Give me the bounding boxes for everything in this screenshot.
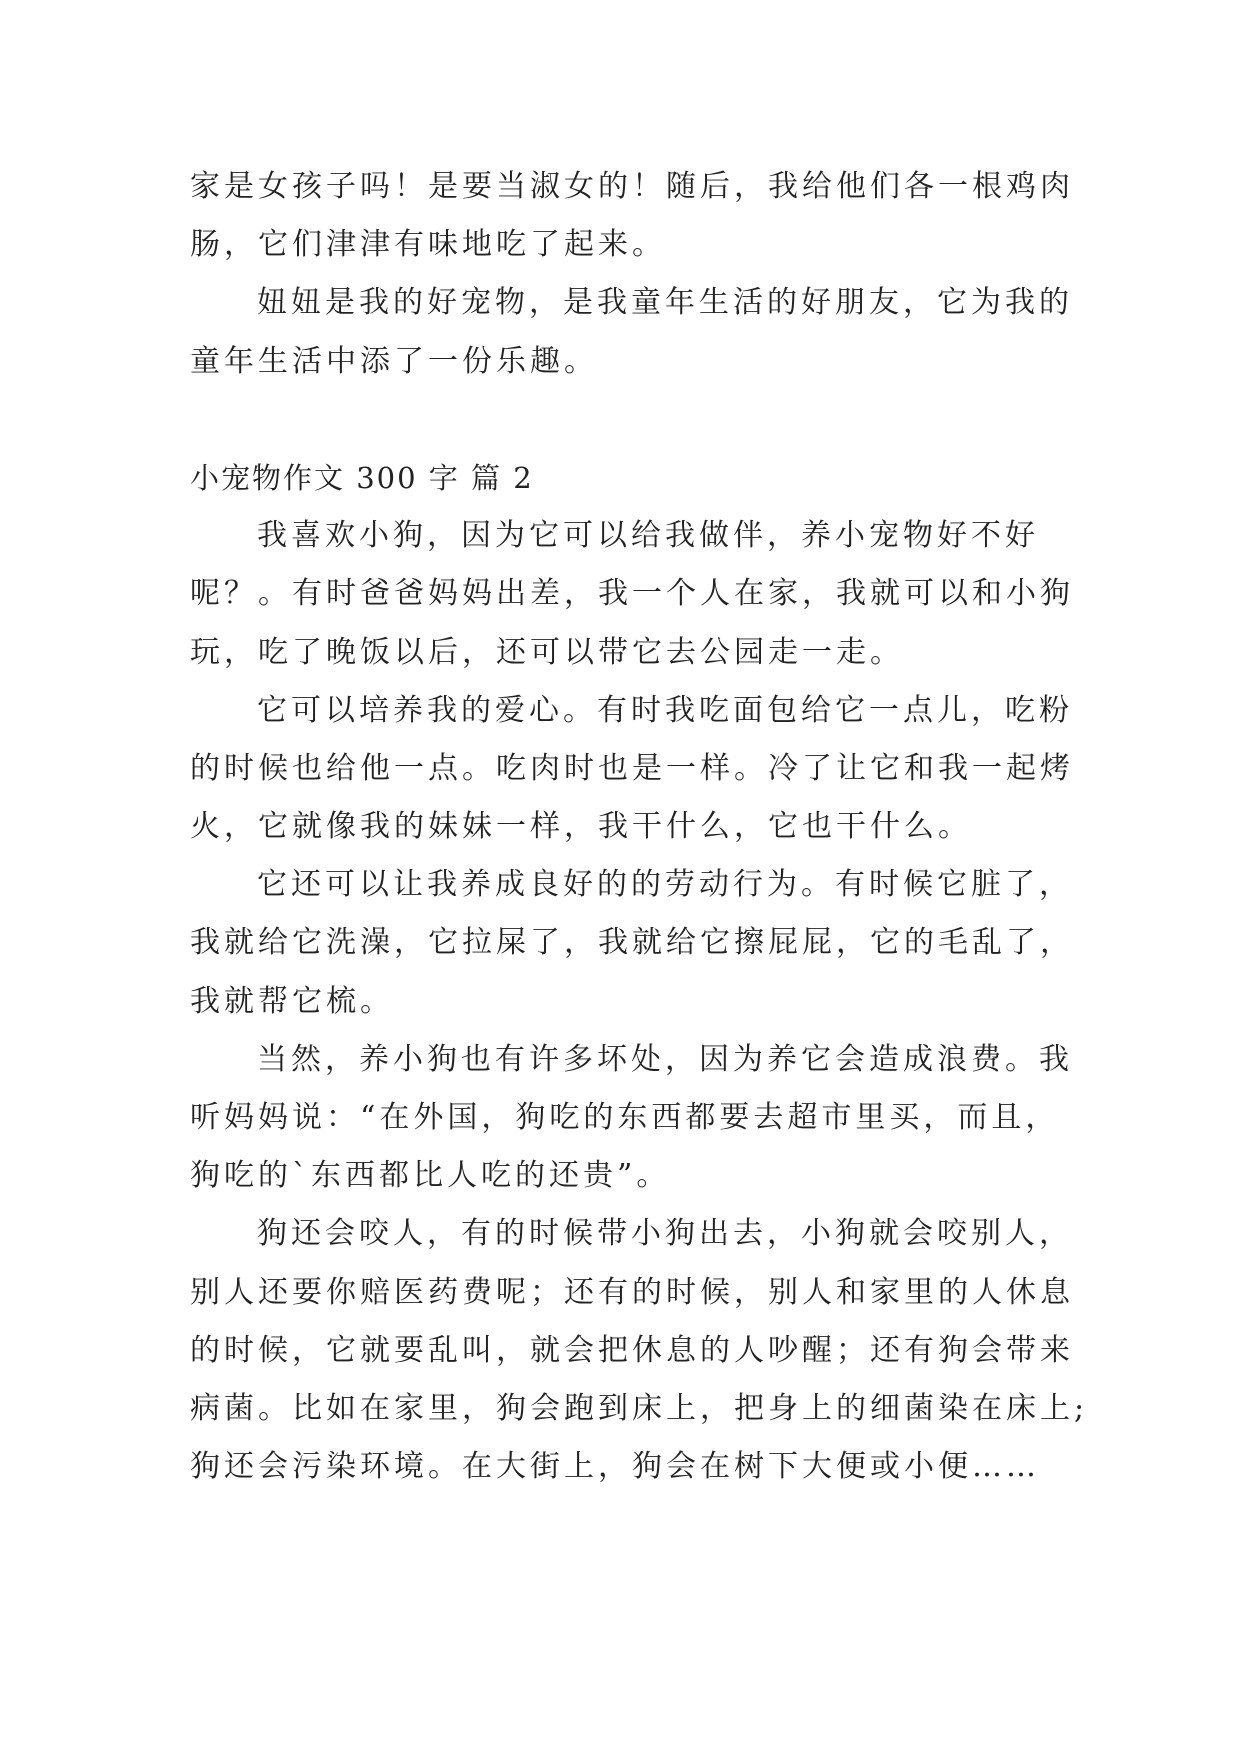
paragraph-line: 它还可以让我养成良好的的劳动行为。有时候它脏了， — [257, 867, 1073, 903]
paragraph-line: 童年生活中添了一份乐趣。 — [190, 343, 598, 379]
paragraph-line: 当然，养小狗也有许多坏处，因为养它会造成浪费。我 — [257, 1041, 1073, 1077]
document-body — [190, 158, 1089, 1496]
paragraph-spacer — [190, 391, 1052, 449]
paragraph-line: 我喜欢小狗，因为它可以给我做伴，养小宠物好不好 — [257, 518, 1039, 554]
paragraph-line: 我就帮它梳。 — [190, 983, 394, 1019]
paragraph-line: 的时候也给他一点。吃肉时也是一样。冷了让它和我一起烤 — [190, 750, 1074, 786]
paragraph-line: 我就给它洗澡，它拉屎了，我就给它擦屁屁，它的毛乱了， — [190, 925, 1074, 961]
paragraph-line: 玩，吃了晚饭以后，还可以带它去公园走一走。 — [190, 634, 904, 670]
paragraph-line: 妞妞是我的好宠物，是我童年生活的好朋友，它为我的 — [257, 285, 1073, 321]
paragraph-line: 肠，它们津津有味地吃了起来。 — [190, 227, 666, 263]
paragraph-line: 的时候，它就要乱叫，就会把休息的人吵醒；还有狗会带来 — [190, 1332, 1074, 1368]
section-heading: 小宠物作文 300 字 篇 2 — [190, 460, 534, 495]
paragraph-line: 听妈妈说：“在外国，狗吃的东西都要去超市里买，而且， — [190, 1100, 1060, 1135]
paragraph-line: 狗吃的`东西都比人吃的还贵”。 — [190, 1158, 671, 1194]
paragraph-line: 家是女孩子吗！是要当淑女的！随后，我给他们各一根鸡肉 — [190, 169, 1074, 204]
paragraph-line: 狗还会咬人，有的时候带小狗出去，小狗就会咬别人， — [257, 1216, 1073, 1252]
paragraph-line: 狗还会污染环境。在大街上，狗会在树下大便或小便…… — [190, 1449, 1040, 1485]
paragraph-line: 别人还要你赔医药费呢；还有的时候，别人和家里的人休息 — [190, 1274, 1074, 1310]
paragraph-line: 呢？。有时爸爸妈妈出差，我一个人在家，我就可以和小狗 — [190, 576, 1074, 612]
paragraph-line: 它可以培养我的爱心。有时我吃面包给它一点儿，吃粉 — [257, 692, 1073, 728]
paragraph-line: 火，它就像我的妹妹一样，我干什么，它也干什么。 — [190, 809, 972, 845]
paragraph-line: 病菌。比如在家里，狗会跑到床上，把身上的细菌染在床上; — [190, 1390, 1089, 1426]
